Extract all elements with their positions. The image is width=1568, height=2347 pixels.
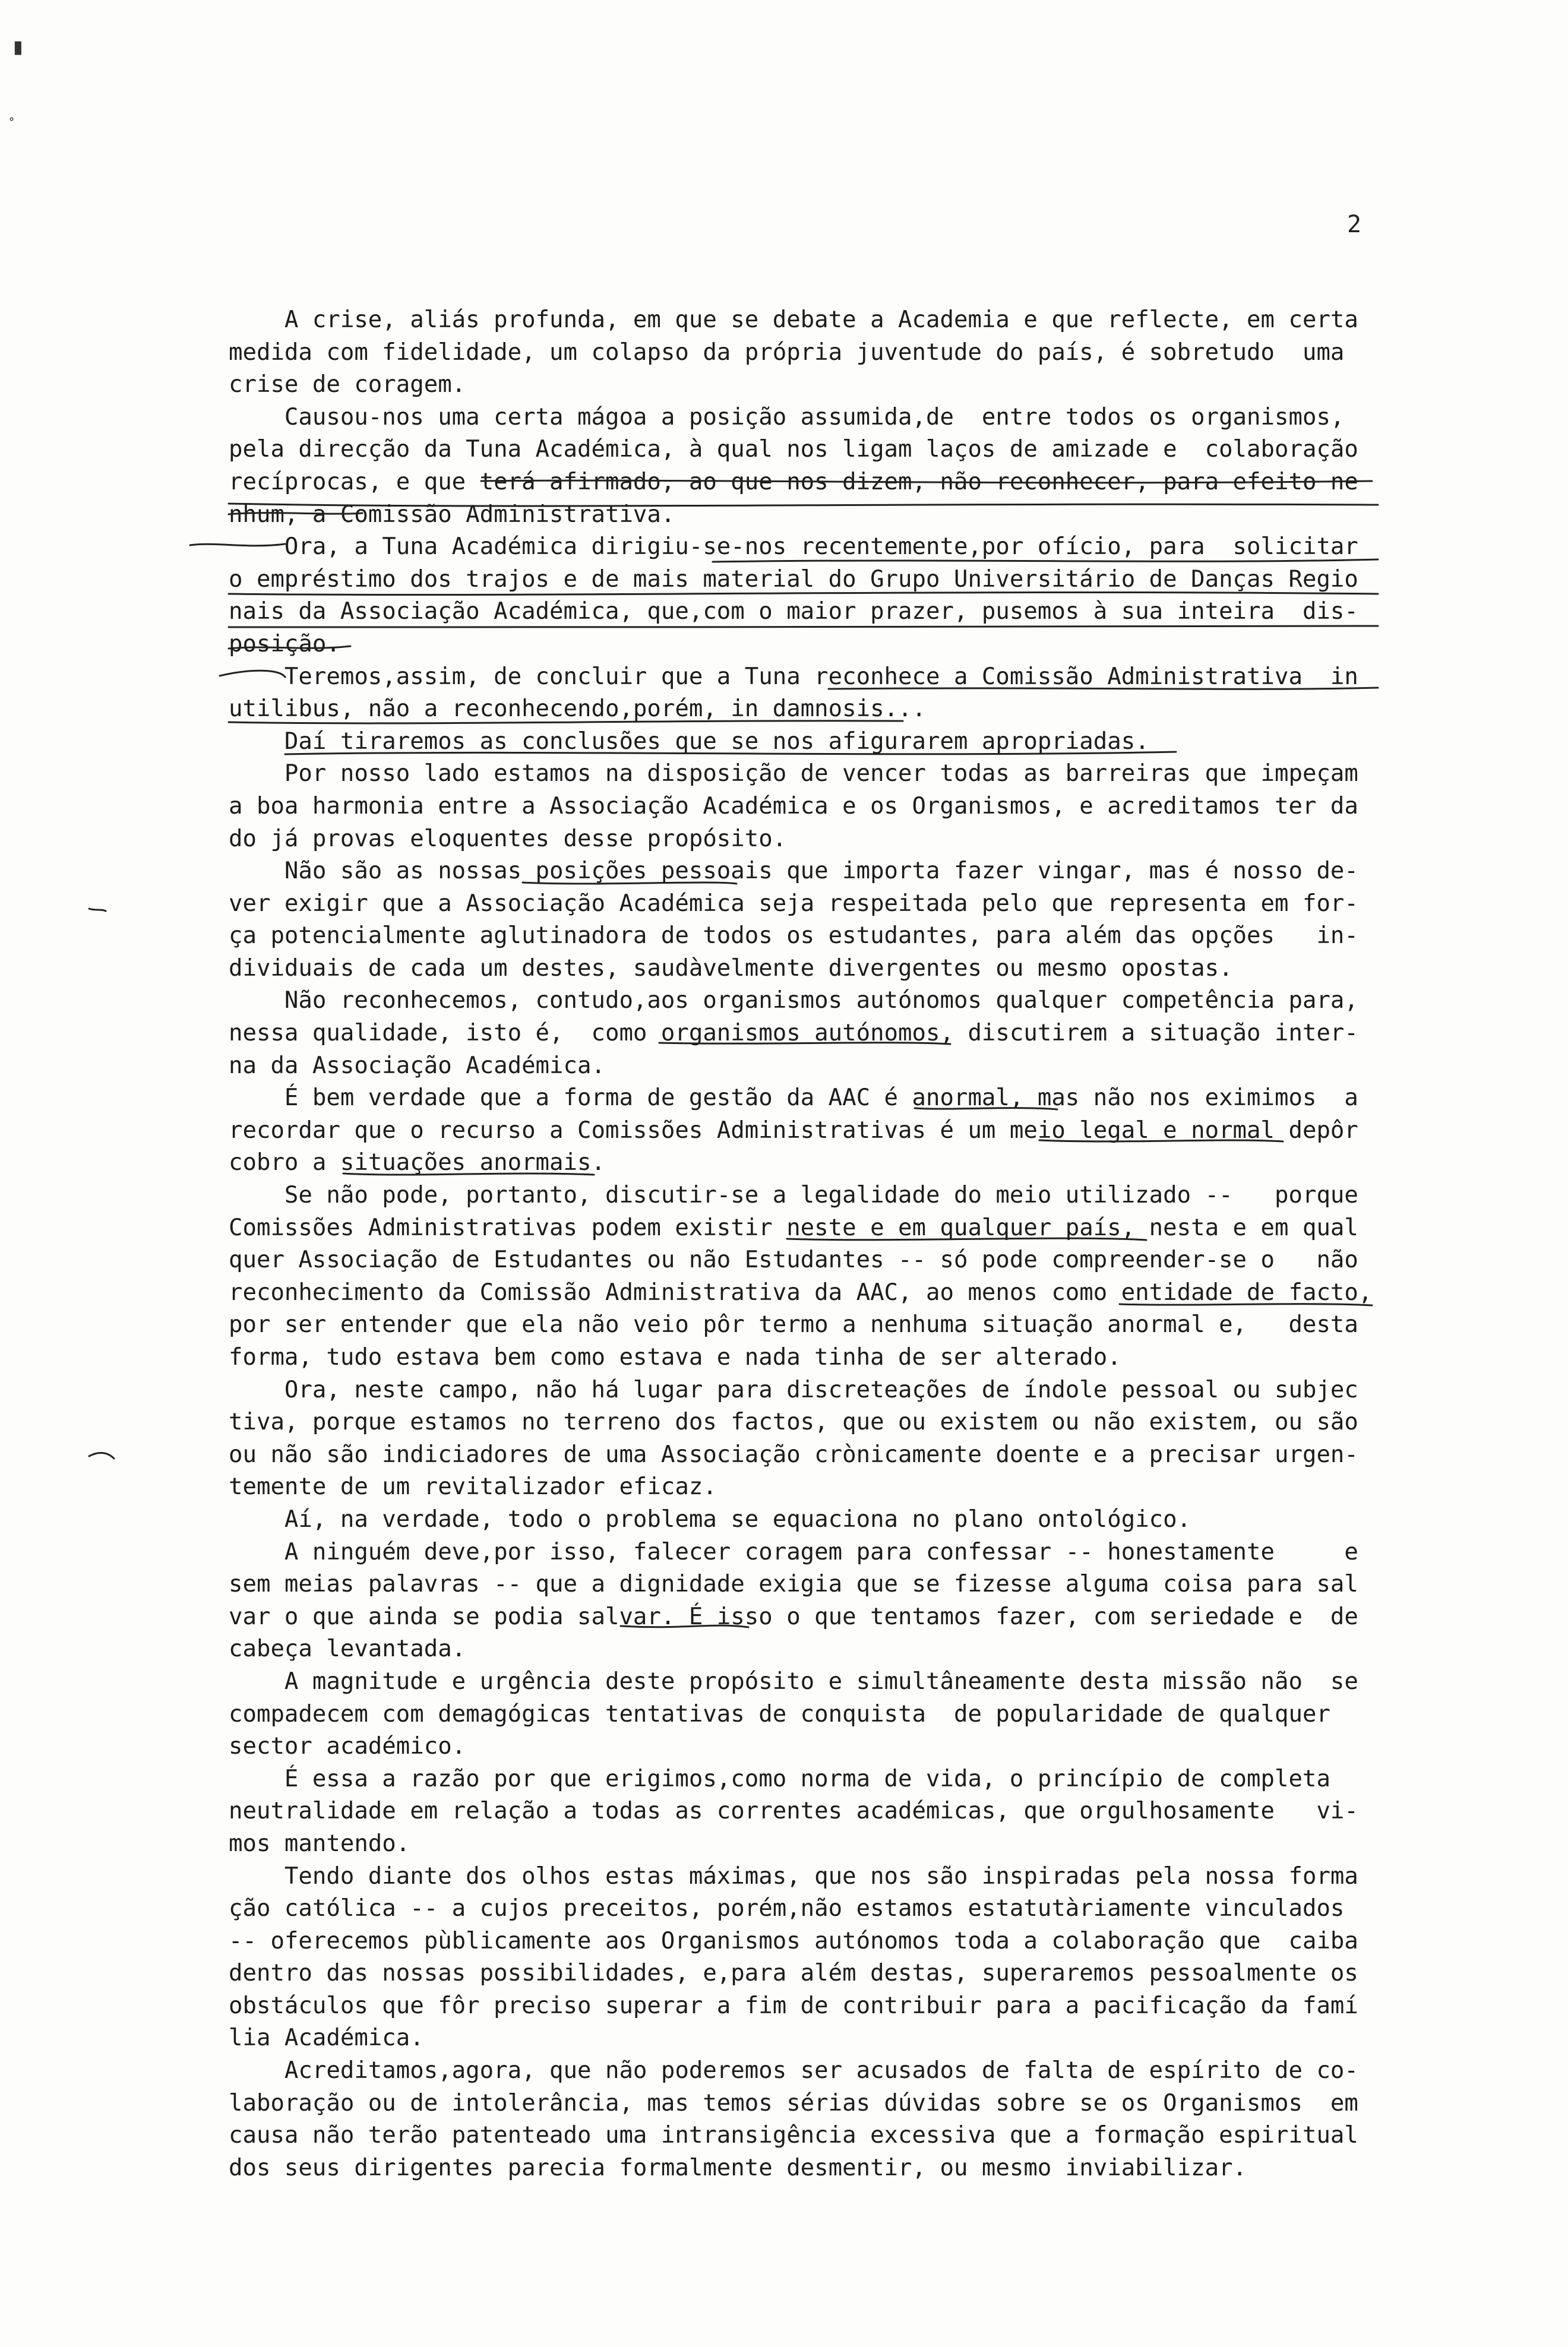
- underline-stroke: [1120, 1304, 1372, 1305]
- underline-stroke: [621, 1625, 748, 1627]
- text-line: Comissões Administrativas podem existir neste e em qualquer país, nesta e em qual: [229, 1214, 1358, 1241]
- text-line: Não reconhecemos, contudo,aos organismos autónomos qualquer competência para,: [229, 987, 1358, 1014]
- text-line: nessa qualidade, isto é, como organismos autónomos, discutirem a situação inter-: [229, 1020, 1358, 1047]
- text-line: a boa harmonia entre a Associação Académica e os Organismos, e acreditamos ter da: [229, 792, 1358, 820]
- text-line: compadecem com demagógicas tentativas de conquista de popularidade de qualquer: [229, 1700, 1330, 1728]
- text-line: causa não terão patenteado uma intransigência excessiva que a formação espiritual: [229, 2122, 1358, 2149]
- text-line: Ora, neste campo, não há lugar para discreteações de índole pessoal ou subjec: [229, 1376, 1358, 1403]
- page-number: 2: [1347, 211, 1362, 238]
- margin-hook: [89, 909, 106, 911]
- text-line: Se não pode, portanto, discutir-se a legalidade do meio utilizado -- porque: [229, 1182, 1358, 1209]
- text-line: por ser entender que ela não veio pôr termo a nenhuma situação anormal e, desta: [229, 1311, 1358, 1339]
- underline-stroke: [523, 883, 736, 884]
- text-line: mos mantendo.: [229, 1830, 410, 1857]
- underline-stroke: [285, 752, 1176, 754]
- scribble-mark: [190, 544, 285, 546]
- margin-mark: ▮: [13, 37, 23, 58]
- text-line: do já provas eloquentes desse propósito.: [229, 825, 787, 852]
- text-line: quer Associação de Estudantes ou não Estudantes -- só pode compreender-se o não: [229, 1247, 1358, 1274]
- text-line: sector académico.: [229, 1733, 466, 1760]
- underline-stroke: [713, 559, 1378, 562]
- underline-stroke: [787, 1238, 1146, 1240]
- text-line: Daí tiraremos as conclusões que se nos afigurarem apropriadas.: [229, 727, 1149, 755]
- text-line: Por nosso lado estamos na disposição de vencer todas as barreiras que impeçam: [229, 760, 1358, 787]
- text-line: Aí, na verdade, todo o problema se equaciona no plano ontológico.: [229, 1505, 1191, 1533]
- underline-stroke: [829, 688, 1378, 689]
- text-line: Tendo diante dos olhos estas máximas, que nos são inspiradas pela nossa forma: [229, 1862, 1358, 1890]
- text-line: Acreditamos,agora, que não poderemos ser acusados de falta de espírito de co-: [229, 2057, 1358, 2085]
- text-line: nhum, a Comissão Administrativa.: [229, 501, 675, 528]
- text-line: dividuais de cada um destes, saudàvelmente divergentes ou mesmo opostas.: [229, 954, 1233, 982]
- text-line: tiva, porque estamos no terreno dos factos, que ou existem ou não existem, ou são: [229, 1409, 1358, 1436]
- underline-stroke: [229, 504, 1378, 506]
- text-line: Teremos,assim, de concluir que a Tuna reconhece a Comissão Administrativa in: [229, 663, 1358, 690]
- text-line: É essa a razão por que erigimos,como norma de vida, o princípio de completa: [229, 1765, 1330, 1792]
- scribble-mark: [220, 670, 285, 677]
- text-line: o empréstimo dos trajos e de mais material do Grupo Universitário de Danças Regio: [229, 565, 1358, 593]
- underline-stroke: [229, 721, 903, 723]
- strike-through-line: [229, 513, 362, 514]
- margin-mark: ˚: [8, 118, 15, 132]
- text-line: cobro a situações anormais.: [229, 1149, 605, 1176]
- text-line: sem meias palavras -- que a dignidade exigia que se fizesse alguma coisa para sal: [229, 1571, 1358, 1598]
- text-line: ver exigir que a Associação Académica seja respeitada pelo que representa em for-: [229, 890, 1358, 917]
- underline-stroke: [229, 625, 1378, 628]
- text-line: dos seus dirigentes parecia formalmente desmentir, ou mesmo inviabilizar.: [229, 2154, 1247, 2181]
- underline-stroke: [659, 1043, 950, 1044]
- text-line: medida com fidelidade, um colapso da própria juventude do país, é sobretudo uma: [229, 339, 1345, 366]
- text-line: obstáculos que fôr preciso superar a fim de contribuir para a pacificação da famí: [229, 1992, 1358, 2019]
- text-line: ou não são indiciadores de uma Associação crònicamente doente e a precisar urgen-: [229, 1441, 1358, 1468]
- underline-stroke: [343, 1174, 594, 1175]
- text-line: Causou-nos uma certa mágoa a posição assumida,de entre todos os organismos,: [229, 403, 1345, 431]
- underline-stroke: [229, 592, 1378, 594]
- text-line: reconhecimento da Comissão Administrativa da AAC, ao menos como entidade de facto,: [229, 1279, 1373, 1306]
- text-line: ça potencialmente aglutinadora de todos os estudantes, para além das opções in-: [229, 922, 1358, 950]
- text-line: recíprocas, e que terá afirmado, ao que nos dizem, não reconhecer, para efeito ne: [229, 468, 1358, 495]
- text-line: lia Académica.: [229, 2025, 424, 2052]
- text-line: utilibus, não a reconhecendo,porém, in damnosis...: [229, 695, 926, 723]
- text-line: A ninguém deve,por isso, falecer coragem para confessar -- honestamente e: [229, 1538, 1358, 1565]
- text-line: A magnitude e urgência deste propósito e simultâneamente desta missão não se: [229, 1668, 1358, 1695]
- text-line: cabeça levantada.: [229, 1636, 466, 1663]
- text-line: É bem verdade que a forma de gestão da AAC é anormal, mas não nos eximimos a: [229, 1084, 1358, 1112]
- text-line: temente de um revitalizador eficaz.: [229, 1473, 717, 1501]
- text-line: crise de coragem.: [229, 371, 466, 398]
- text-line: neutralidade em relação a todas as correntes académicas, que orgulhosamente vi-: [229, 1798, 1358, 1825]
- text-line: A crise, aliás profunda, em que se debate a Academia e que reflecte, em certa: [229, 306, 1358, 333]
- text-line: var o que ainda se podia salvar. É isso o que tentamos fazer, com seriedade e de: [229, 1603, 1358, 1630]
- text-line: -- oferecemos pùblicamente aos Organismos autónomos toda a colaboração que caiba: [229, 1927, 1358, 1954]
- scribble-mark: [229, 646, 350, 649]
- text-line: recordar que o recurso a Comissões Administrativas é um meio legal e normal depôr: [229, 1116, 1358, 1144]
- text-line: na da Associação Académica.: [229, 1052, 605, 1079]
- text-line: ção católica -- a cujos preceitos, porém,não estamos estatutàriamente vinculados: [229, 1895, 1345, 1922]
- text-line: Ora, a Tuna Académica dirigiu-se-nos recentemente,por ofício, para solicitar: [229, 533, 1358, 561]
- text-line: posição.: [229, 630, 340, 657]
- text-line: forma, tudo estava bem como estava e nada tinha de ser alterado.: [229, 1344, 1121, 1371]
- text-line: pela direcção da Tuna Académica, à qual nos ligam laços de amizade e colaboração: [229, 436, 1358, 463]
- strike-through-line: [481, 480, 1372, 483]
- text-line: Não são as nossas posições pessoais que importa fazer vingar, mas é nosso de-: [229, 858, 1358, 885]
- underline-stroke: [1039, 1140, 1283, 1141]
- underline-stroke: [915, 1108, 1057, 1109]
- text-line: laboração ou de intolerância, mas temos sérias dúvidas sobre se os Organismos em: [229, 2089, 1358, 2117]
- margin-hook: [89, 1453, 114, 1459]
- text-line: dentro das nossas possibilidades, e,para além destas, superaremos pessoalmente os: [229, 1960, 1358, 1987]
- text-line: nais da Associação Académica, que,com o maior prazer, pusemos à sua inteira dis-: [229, 598, 1358, 625]
